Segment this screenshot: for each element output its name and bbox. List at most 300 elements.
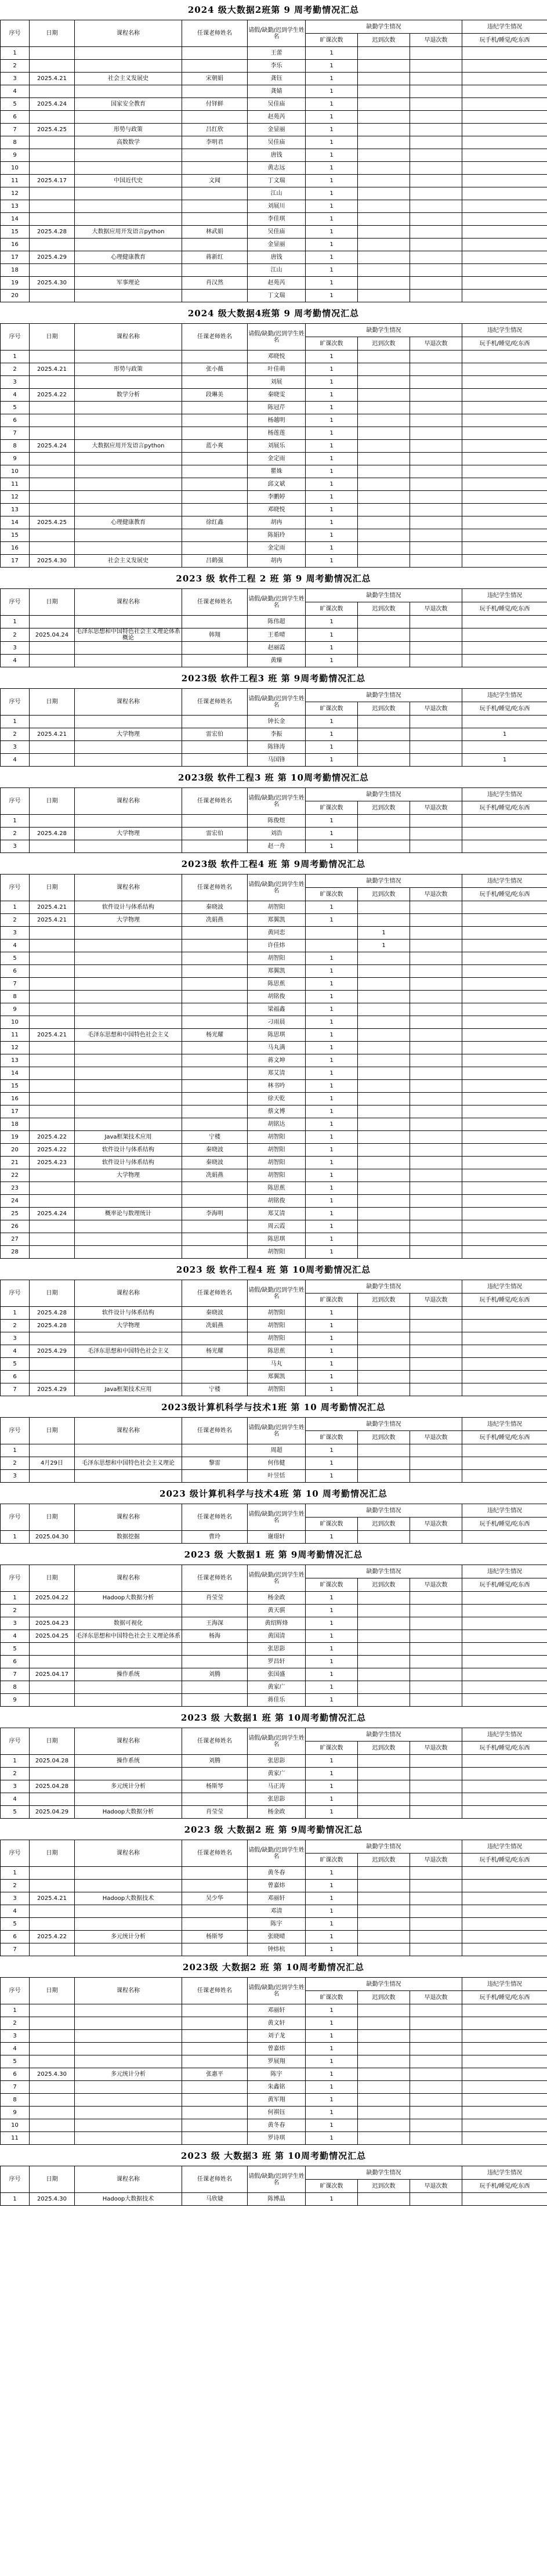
late-cell (358, 187, 410, 200)
header-student: 请假/缺勤/迟到学生姓名 (248, 2166, 306, 2193)
date-cell (30, 47, 75, 60)
header-violation-group: 违纪学生情况 (462, 1840, 547, 1854)
truancy-cell: 1 (306, 1755, 358, 1768)
header-date: 日期 (30, 1978, 75, 2004)
header-late: 迟到次数 (358, 1991, 410, 2004)
early-cell (410, 741, 462, 754)
table-row (1, 991, 547, 1003)
seq-cell: 10 (1, 162, 30, 175)
late-cell (358, 1220, 410, 1233)
late-cell (358, 1182, 410, 1195)
table-row (1, 1918, 547, 1931)
student-cell: 龚钰 (248, 73, 306, 85)
violation-cell (462, 1131, 547, 1144)
teacher-cell: 张惠平 (182, 2068, 248, 2081)
seq-cell: 6 (1, 1931, 30, 1943)
late-cell (358, 60, 410, 73)
truancy-cell: 1 (306, 478, 358, 491)
seq-cell: 21 (1, 1157, 30, 1169)
student-cell: 张思影 (248, 1643, 306, 1656)
truancy-cell: 1 (306, 1307, 358, 1320)
violation-cell (462, 2004, 547, 2017)
header-absence-group: 缺勤学生情况 (306, 1840, 462, 1854)
early-cell (410, 1105, 462, 1118)
seq-cell: 3 (1, 1892, 30, 1905)
seq-cell: 27 (1, 1233, 30, 1246)
table-row (1, 901, 547, 914)
teacher-cell: 段琳美 (182, 389, 248, 402)
attendance-section (0, 1397, 547, 1484)
table-row (1, 47, 547, 60)
truancy-cell: 1 (306, 1131, 358, 1144)
student-cell: 陈宇 (248, 1918, 306, 1931)
early-cell (410, 1605, 462, 1617)
early-cell (410, 2081, 462, 2094)
header-date: 日期 (30, 1728, 75, 1755)
violation-cell (462, 1195, 547, 1208)
seq-cell: 2 (1, 728, 30, 741)
teacher-cell: 吕红欣 (182, 124, 248, 136)
date-cell (30, 1220, 75, 1233)
seq-cell: 2 (1, 1880, 30, 1892)
course-cell (75, 2081, 182, 2094)
early-cell (410, 1371, 462, 1383)
attendance-table (0, 1417, 547, 1483)
teacher-cell: 杨光耀 (182, 1345, 248, 1358)
student-cell: 陈思琪 (248, 1029, 306, 1042)
seq-cell: 24 (1, 1195, 30, 1208)
header-absence-group: 缺勤学生情况 (306, 589, 462, 602)
table-row (1, 1867, 547, 1880)
student-cell: 刘展 (248, 376, 306, 389)
seq-cell: 10 (1, 1016, 30, 1029)
late-cell (358, 1371, 410, 1383)
truancy-cell: 1 (306, 2004, 358, 2017)
attendance-section (0, 1957, 547, 2146)
seq-cell: 15 (1, 226, 30, 239)
course-cell (75, 1105, 182, 1118)
late-cell (358, 914, 410, 927)
teacher-cell: 冼娟燕 (182, 1320, 248, 1332)
early-cell (410, 1656, 462, 1668)
early-cell (410, 427, 462, 440)
date-cell (30, 60, 75, 73)
teacher-cell: 杨斯琴 (182, 1780, 248, 1793)
violation-cell (462, 478, 547, 491)
date-cell: 2025.4.30 (30, 2068, 75, 2081)
student-cell: 赵苑芮 (248, 111, 306, 124)
violation-cell (462, 815, 547, 828)
date-cell: 2025.4.21 (30, 914, 75, 927)
late-cell (358, 1080, 410, 1093)
student-cell: 罗昌轩 (248, 1656, 306, 1668)
header-student: 请假/缺勤/迟到学生姓名 (248, 324, 306, 351)
course-cell (75, 965, 182, 978)
course-cell (75, 1195, 182, 1208)
seq-cell: 1 (1, 1531, 30, 1544)
course-cell (75, 815, 182, 828)
section-title: 2023级 大数据2 班 第 10周考勤情况汇总 (183, 1962, 364, 1972)
teacher-cell (182, 111, 248, 124)
date-cell: 2025.4.23 (30, 1157, 75, 1169)
late-cell (358, 2055, 410, 2068)
course-cell (75, 504, 182, 516)
early-cell (410, 1233, 462, 1246)
truancy-cell: 1 (306, 363, 358, 376)
teacher-cell (182, 2107, 248, 2119)
truancy-cell: 1 (306, 1054, 358, 1067)
violation-cell (462, 389, 547, 402)
teacher-cell (182, 85, 248, 98)
student-cell: 吴佳庙 (248, 98, 306, 111)
late-cell (358, 239, 410, 251)
table-row (1, 465, 547, 478)
late-cell (358, 2081, 410, 2094)
header-late: 迟到次数 (358, 1431, 410, 1444)
seq-cell: 3 (1, 741, 30, 754)
table-row (1, 1780, 547, 1793)
teacher-cell (182, 940, 248, 952)
late-cell (358, 978, 410, 991)
course-cell: 中国近代史 (75, 175, 182, 187)
table-row (1, 73, 547, 85)
table-row (1, 491, 547, 504)
course-cell (75, 1080, 182, 1093)
violation-cell (462, 1332, 547, 1345)
student-cell: 陈思蕉 (248, 978, 306, 991)
late-cell (358, 478, 410, 491)
truancy-cell: 1 (306, 98, 358, 111)
seq-cell: 7 (1, 1943, 30, 1956)
date-cell (30, 491, 75, 504)
violation-cell (462, 2030, 547, 2043)
date-cell (30, 2132, 75, 2145)
early-cell (410, 389, 462, 402)
violation-cell (462, 1320, 547, 1332)
course-cell (75, 478, 182, 491)
table-row (1, 1105, 547, 1118)
violation-cell (462, 440, 547, 453)
header-teacher: 任课老师姓名 (182, 20, 248, 47)
course-cell (75, 1054, 182, 1067)
early-cell (410, 965, 462, 978)
header-early: 早退次数 (410, 702, 462, 716)
truancy-cell: 1 (306, 1345, 358, 1358)
course-cell (75, 2030, 182, 2043)
course-cell (75, 402, 182, 414)
seq-cell: 9 (1, 1003, 30, 1016)
header-row (1, 1504, 547, 1518)
truancy-cell: 1 (306, 542, 358, 555)
header-student: 请假/缺勤/迟到学生姓名 (248, 875, 306, 901)
course-cell (75, 2017, 182, 2030)
truancy-cell: 1 (306, 1681, 358, 1694)
early-cell (410, 1220, 462, 1233)
header-late: 迟到次数 (358, 702, 410, 716)
student-cell: 蒋文坤 (248, 1054, 306, 1067)
student-cell: 张思影 (248, 1755, 306, 1768)
table-row (1, 1208, 547, 1220)
truancy-cell: 1 (306, 200, 358, 213)
truancy-cell: 1 (306, 1208, 358, 1220)
seq-cell: 6 (1, 414, 30, 427)
course-cell (75, 1943, 182, 1956)
early-cell (410, 2132, 462, 2145)
teacher-cell: 冼娟燕 (182, 914, 248, 927)
teacher-cell (182, 952, 248, 965)
course-cell (75, 642, 182, 655)
late-cell (358, 402, 410, 414)
student-cell: 江山 (248, 187, 306, 200)
student-cell: 许佳炜 (248, 940, 306, 952)
early-cell (410, 47, 462, 60)
header-date: 日期 (30, 689, 75, 716)
student-cell: 刘展川 (248, 200, 306, 213)
seq-cell: 2 (1, 1768, 30, 1780)
course-cell (75, 2094, 182, 2107)
early-cell (410, 277, 462, 290)
header-seq: 序号 (1, 1728, 30, 1755)
violation-cell (462, 111, 547, 124)
truancy-cell: 1 (306, 2068, 358, 2081)
header-absence-group: 缺勤学生情况 (306, 2166, 462, 2180)
teacher-cell (182, 815, 248, 828)
early-cell (410, 1531, 462, 1544)
violation-cell (462, 1383, 547, 1396)
seq-cell: 8 (1, 440, 30, 453)
seq-cell: 12 (1, 1042, 30, 1054)
early-cell (410, 901, 462, 914)
header-course: 课程名称 (75, 1728, 182, 1755)
student-cell: 秦晓雯 (248, 389, 306, 402)
violation-cell (462, 1307, 547, 1320)
violation-cell (462, 504, 547, 516)
student-cell: 蔡文博 (248, 1105, 306, 1118)
early-cell (410, 1918, 462, 1931)
course-cell (75, 1694, 182, 1707)
student-cell: 陈宇 (248, 2068, 306, 2081)
course-cell: 大数据应用开发语言python (75, 440, 182, 453)
table-row (1, 1332, 547, 1345)
truancy-cell: 1 (306, 728, 358, 741)
violation-cell (462, 239, 547, 251)
violation-cell (462, 1780, 547, 1793)
header-student: 请假/缺勤/迟到学生姓名 (248, 1280, 306, 1307)
course-cell: 社会主义发展史 (75, 555, 182, 568)
student-cell: 曾嘉炜 (248, 2043, 306, 2055)
early-cell (410, 2043, 462, 2055)
section-title: 2023级 软件工程3 班 第 9周考勤情况汇总 (181, 673, 366, 684)
course-cell: 大学物理 (75, 828, 182, 840)
early-cell (410, 1003, 462, 1016)
header-early: 早退次数 (410, 2180, 462, 2193)
course-cell: 形势与政策 (75, 363, 182, 376)
early-cell (410, 1157, 462, 1169)
header-seq: 序号 (1, 1504, 30, 1531)
early-cell (410, 1144, 462, 1157)
header-course: 课程名称 (75, 875, 182, 901)
date-cell (30, 2017, 75, 2030)
seq-cell: 1 (1, 1307, 30, 1320)
teacher-cell (182, 1093, 248, 1105)
seq-cell: 2 (1, 914, 30, 927)
violation-cell (462, 1444, 547, 1457)
violation-cell (462, 60, 547, 73)
truancy-cell: 1 (306, 1806, 358, 1819)
violation-cell (462, 187, 547, 200)
teacher-cell (182, 1358, 248, 1371)
header-course: 课程名称 (75, 589, 182, 616)
truancy-cell: 1 (306, 440, 358, 453)
student-cell: 黄臻 (248, 655, 306, 667)
header-seq: 序号 (1, 1978, 30, 2004)
date-cell (30, 2107, 75, 2119)
truancy-cell: 1 (306, 965, 358, 978)
truancy-cell: 1 (306, 642, 358, 655)
course-cell (75, 1067, 182, 1080)
header-absence-group: 缺勤学生情况 (306, 1280, 462, 1294)
course-cell (75, 1605, 182, 1617)
student-cell: 张晓晴 (248, 1931, 306, 1943)
date-cell: 2025.4.28 (30, 1320, 75, 1332)
course-cell (75, 2107, 182, 2119)
table-row (1, 414, 547, 427)
teacher-cell (182, 927, 248, 940)
header-row (1, 1840, 547, 1854)
late-cell (358, 363, 410, 376)
truancy-cell: 1 (306, 2094, 358, 2107)
teacher-cell: 宁楼 (182, 1131, 248, 1144)
header-violation: 玩手机/睡觉/吃东西 (462, 1991, 547, 2004)
teacher-cell: 宋朝娟 (182, 73, 248, 85)
truancy-cell: 1 (306, 1905, 358, 1918)
teacher-cell (182, 1643, 248, 1656)
truancy-cell: 1 (306, 628, 358, 642)
course-cell (75, 2132, 182, 2145)
header-violation: 玩手机/睡觉/吃东西 (462, 602, 547, 616)
header-row (1, 324, 547, 337)
late-cell (358, 1630, 410, 1643)
header-truancy: 旷课次数 (306, 1991, 358, 2004)
teacher-cell (182, 290, 248, 302)
late-cell (358, 642, 410, 655)
violation-cell (462, 2107, 547, 2119)
date-cell (30, 616, 75, 628)
header-violation-group: 违纪学生情况 (462, 1504, 547, 1518)
violation-cell (462, 1931, 547, 1943)
date-cell: 2025.4.21 (30, 1029, 75, 1042)
early-cell (410, 2193, 462, 2206)
late-cell (358, 1332, 410, 1345)
teacher-cell (182, 716, 248, 728)
seq-cell: 20 (1, 1144, 30, 1157)
table-row (1, 840, 547, 853)
seq-cell: 20 (1, 290, 30, 302)
header-absence-group: 缺勤学生情况 (306, 1728, 462, 1742)
student-cell: 杨越明 (248, 414, 306, 427)
early-cell (410, 1755, 462, 1768)
early-cell (410, 616, 462, 628)
truancy-cell: 1 (306, 754, 358, 767)
seq-cell: 14 (1, 516, 30, 529)
truancy-cell: 1 (306, 414, 358, 427)
teacher-cell (182, 162, 248, 175)
date-cell (30, 1003, 75, 1016)
truancy-cell: 1 (306, 1144, 358, 1157)
seq-cell: 5 (1, 1806, 30, 1819)
student-cell: 郑艾清 (248, 1067, 306, 1080)
header-date: 日期 (30, 20, 75, 47)
student-cell: 胡铭俊 (248, 991, 306, 1003)
date-cell (30, 402, 75, 414)
table-row (1, 1905, 547, 1918)
early-cell (410, 98, 462, 111)
course-cell (75, 1246, 182, 1259)
violation-cell (462, 965, 547, 978)
early-cell (410, 351, 462, 363)
teacher-cell (182, 60, 248, 73)
early-cell (410, 1358, 462, 1371)
seq-cell: 1 (1, 616, 30, 628)
table-row (1, 1067, 547, 1080)
course-cell: 操作系统 (75, 1755, 182, 1768)
violation-cell (462, 162, 547, 175)
course-cell: Hadoop大数据分析 (75, 1806, 182, 1819)
seq-cell: 15 (1, 1080, 30, 1093)
late-cell (358, 1867, 410, 1880)
seq-cell: 1 (1, 47, 30, 60)
student-cell: 周云霞 (248, 1220, 306, 1233)
seq-cell: 9 (1, 1694, 30, 1707)
table-row (1, 2004, 547, 2017)
late-cell (358, 47, 410, 60)
header-late: 迟到次数 (358, 1294, 410, 1307)
truancy-cell: 1 (306, 1320, 358, 1332)
violation-cell (462, 1617, 547, 1630)
course-cell: 大学物理 (75, 728, 182, 741)
date-cell: 2025.04.25 (30, 1630, 75, 1643)
late-cell (358, 1768, 410, 1780)
seq-cell: 22 (1, 1169, 30, 1182)
seq-cell: 11 (1, 1029, 30, 1042)
header-late: 迟到次数 (358, 1578, 410, 1592)
truancy-cell: 1 (306, 277, 358, 290)
early-cell (410, 111, 462, 124)
table-row (1, 965, 547, 978)
student-cell: 张国盛 (248, 1668, 306, 1681)
teacher-cell (182, 2094, 248, 2107)
table-row (1, 363, 547, 376)
truancy-cell: 1 (306, 1195, 358, 1208)
early-cell (410, 914, 462, 927)
course-cell: 心理健康教育 (75, 251, 182, 264)
seq-cell: 1 (1, 1755, 30, 1768)
teacher-cell (182, 542, 248, 555)
violation-cell (462, 1793, 547, 1806)
student-cell: 江山 (248, 264, 306, 277)
truancy-cell: 1 (306, 504, 358, 516)
seq-cell: 4 (1, 389, 30, 402)
student-cell: 郑翼凯 (248, 965, 306, 978)
late-cell: 1 (358, 940, 410, 952)
seq-cell: 12 (1, 491, 30, 504)
date-cell (30, 1905, 75, 1918)
section-title: 2023 级 大数据1 班 第 10周考勤情况汇总 (180, 1712, 367, 1723)
table-row (1, 741, 547, 754)
student-cell: 周超 (248, 1444, 306, 1457)
course-cell: 军事理论 (75, 277, 182, 290)
early-cell (410, 516, 462, 529)
